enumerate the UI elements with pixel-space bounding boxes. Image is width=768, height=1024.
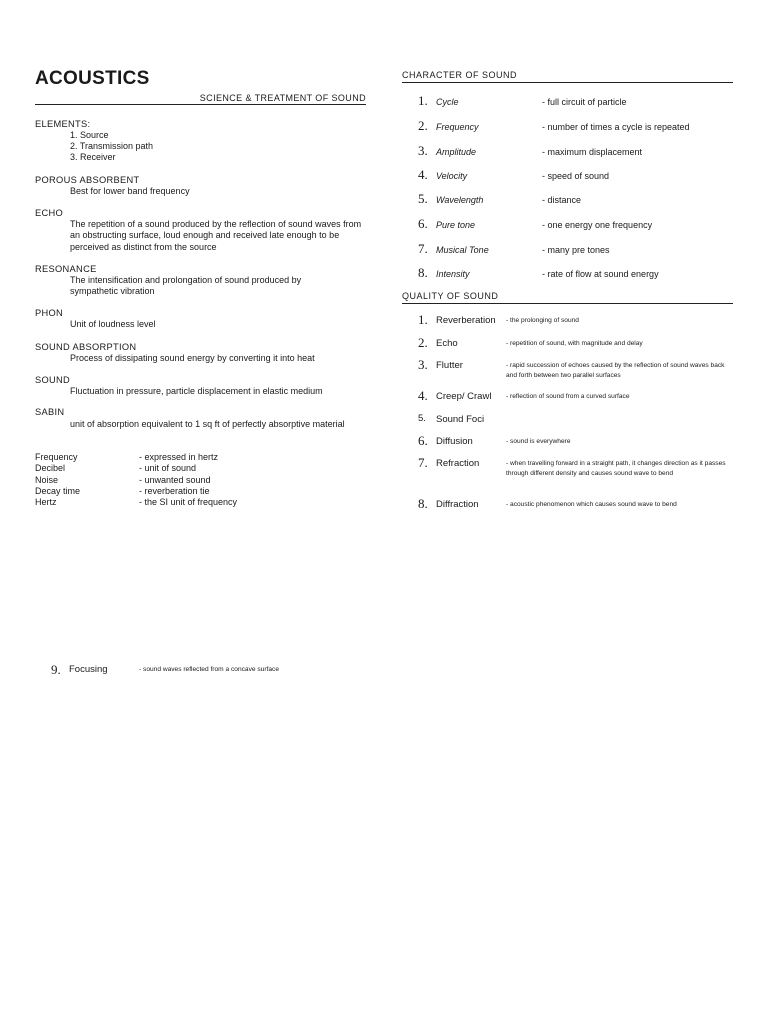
title-divider — [35, 104, 366, 105]
term-desc: - reverberation tie — [139, 485, 210, 496]
quality-item — [418, 434, 738, 449]
definition-heading: PHON — [35, 308, 64, 318]
term-desc: - unwanted sound — [139, 474, 211, 485]
term-desc: - unit of sound — [139, 463, 197, 474]
term-desc: - expressed in hertz — [139, 452, 219, 462]
item-desc — [506, 412, 734, 415]
definition-heading: SOUND — [35, 375, 71, 385]
item-number: 7. — [418, 241, 428, 256]
item-term: Frequency — [436, 122, 479, 132]
elements-item: 1. Source — [70, 130, 109, 140]
item-term: Amplitude — [436, 147, 477, 157]
item-desc: - sound waves reflected from a concave surface — [139, 666, 280, 673]
item-number: 3. — [418, 357, 428, 372]
item-desc: - full circuit of particle — [542, 97, 627, 107]
term-row — [35, 486, 365, 497]
definition-heading: ECHO — [35, 208, 64, 218]
item-term: Intensity — [436, 269, 470, 279]
item-term: Creep/ Crawl — [436, 391, 492, 402]
quality-item — [418, 497, 738, 512]
item-term: Diffraction — [436, 499, 479, 510]
item-term: Reverberation — [436, 315, 496, 326]
page-title: ACOUSTICS — [35, 68, 150, 89]
elements-item: 2. Transmission path — [70, 141, 154, 151]
term-name: Hertz — [35, 497, 57, 508]
definition-heading: SOUND ABSORPTION — [35, 342, 137, 352]
quality-item-focusing — [51, 662, 279, 678]
term-row — [35, 497, 365, 508]
definition-text: Process of dissipating sound energy by converting it into heat — [70, 353, 315, 363]
terms-list — [35, 452, 365, 508]
quality-heading: QUALITY OF SOUND — [402, 291, 499, 301]
character-item — [418, 241, 738, 255]
quality-item — [418, 358, 738, 380]
term-name: Decay time — [35, 485, 81, 496]
definition-text: Fluctuation in pressure, particle displacement in elastic medium — [70, 386, 323, 396]
item-number: 5. — [418, 191, 428, 206]
definition-text: The intensification and prolongation of sound produced by sympathetic vibration — [70, 275, 302, 297]
item-desc: - reflection of sound from a curved surface — [506, 393, 630, 400]
elements-heading: ELEMENTS: — [35, 119, 91, 129]
definition-text: Unit of loudness level — [70, 319, 156, 329]
item-term: Focusing — [69, 664, 108, 675]
quality-item — [418, 389, 738, 404]
item-number: 4. — [418, 167, 428, 182]
item-desc: - number of times a cycle is repeated — [542, 122, 690, 132]
term-row — [35, 452, 365, 463]
item-number: 3. — [418, 143, 428, 158]
elements-item: 3. Receiver — [70, 152, 116, 162]
definition-text: The repetition of a sound produced by the reflection of sound waves from an obstructing surface, loud enough and received late enough to be perceived as distinct from the source — [70, 219, 362, 252]
item-desc: - rate of flow at sound energy — [542, 269, 659, 279]
character-item — [418, 191, 738, 205]
quality-item — [418, 456, 738, 478]
character-item — [418, 216, 738, 230]
item-number: 1. — [418, 312, 428, 327]
item-term: Velocity — [436, 171, 468, 181]
item-term: Sound Foci — [436, 414, 485, 425]
item-term: Wavelength — [436, 195, 484, 205]
item-term: Musical Tone — [436, 245, 489, 255]
character-item — [418, 93, 738, 107]
item-number: 6. — [418, 433, 428, 448]
item-term: Pure tone — [436, 220, 476, 230]
item-desc: - sound is everywhere — [506, 438, 571, 445]
item-term: Refraction — [436, 458, 480, 469]
definition-heading: POROUS ABSORBENT — [35, 175, 140, 185]
term-name: Frequency — [35, 452, 78, 462]
item-desc: - rapid succession of echoes caused by the reflection of sound waves back and forth between two parallel surfaces — [506, 362, 725, 379]
definition-heading: SABIN — [35, 407, 65, 417]
definition-heading: RESONANCE — [35, 264, 97, 274]
item-term: Flutter — [436, 360, 463, 371]
item-desc: - acoustic phenomenon which causes sound wave to bend — [506, 501, 677, 508]
definition-text: unit of absorption equivalent to 1 sq ft of perfectly absorptive material — [70, 419, 345, 429]
item-term: Diffusion — [436, 436, 473, 447]
quality-divider — [402, 303, 733, 304]
character-item — [418, 118, 738, 132]
item-number: 5. — [418, 413, 426, 424]
item-desc: - speed of sound — [542, 171, 610, 181]
quality-item — [418, 412, 738, 427]
item-number: 8. — [418, 265, 428, 280]
item-number: 2. — [418, 335, 428, 350]
quality-item — [418, 313, 738, 328]
character-divider — [402, 82, 733, 83]
character-heading: CHARACTER OF SOUND — [402, 70, 518, 80]
quality-item — [418, 336, 738, 351]
item-desc: - many pre tones — [542, 245, 610, 255]
item-term: Echo — [436, 338, 458, 349]
item-number: 8. — [418, 496, 428, 511]
item-desc: - distance — [542, 195, 582, 205]
item-number: 2. — [418, 118, 428, 133]
item-number: 4. — [418, 388, 428, 403]
item-number: 7. — [418, 455, 428, 470]
term-row — [35, 463, 365, 474]
item-desc: - maximum displacement — [542, 147, 643, 157]
character-item — [418, 167, 738, 181]
item-term: Cycle — [436, 97, 459, 107]
term-row — [35, 475, 365, 486]
item-number: 9. — [51, 662, 61, 677]
item-number: 6. — [418, 216, 428, 231]
item-desc: - when travelling forward in a straight path, it changes direction as it passes through different density and causes sound wave to bend — [506, 460, 726, 477]
character-item — [418, 143, 738, 157]
page-subtitle: SCIENCE & TREATMENT OF SOUND — [199, 93, 366, 103]
item-desc: - one energy one frequency — [542, 220, 653, 230]
term-desc: - the SI unit of frequency — [139, 497, 238, 508]
character-item — [418, 265, 738, 279]
item-number: 1. — [418, 93, 428, 108]
item-desc: - the prolonging of sound — [506, 317, 579, 324]
term-name: Noise — [35, 474, 59, 485]
term-name: Decibel — [35, 463, 66, 474]
definition-text: Best for lower band frequency — [70, 186, 190, 196]
item-desc: - repetition of sound, with magnitude and delay — [506, 340, 643, 347]
